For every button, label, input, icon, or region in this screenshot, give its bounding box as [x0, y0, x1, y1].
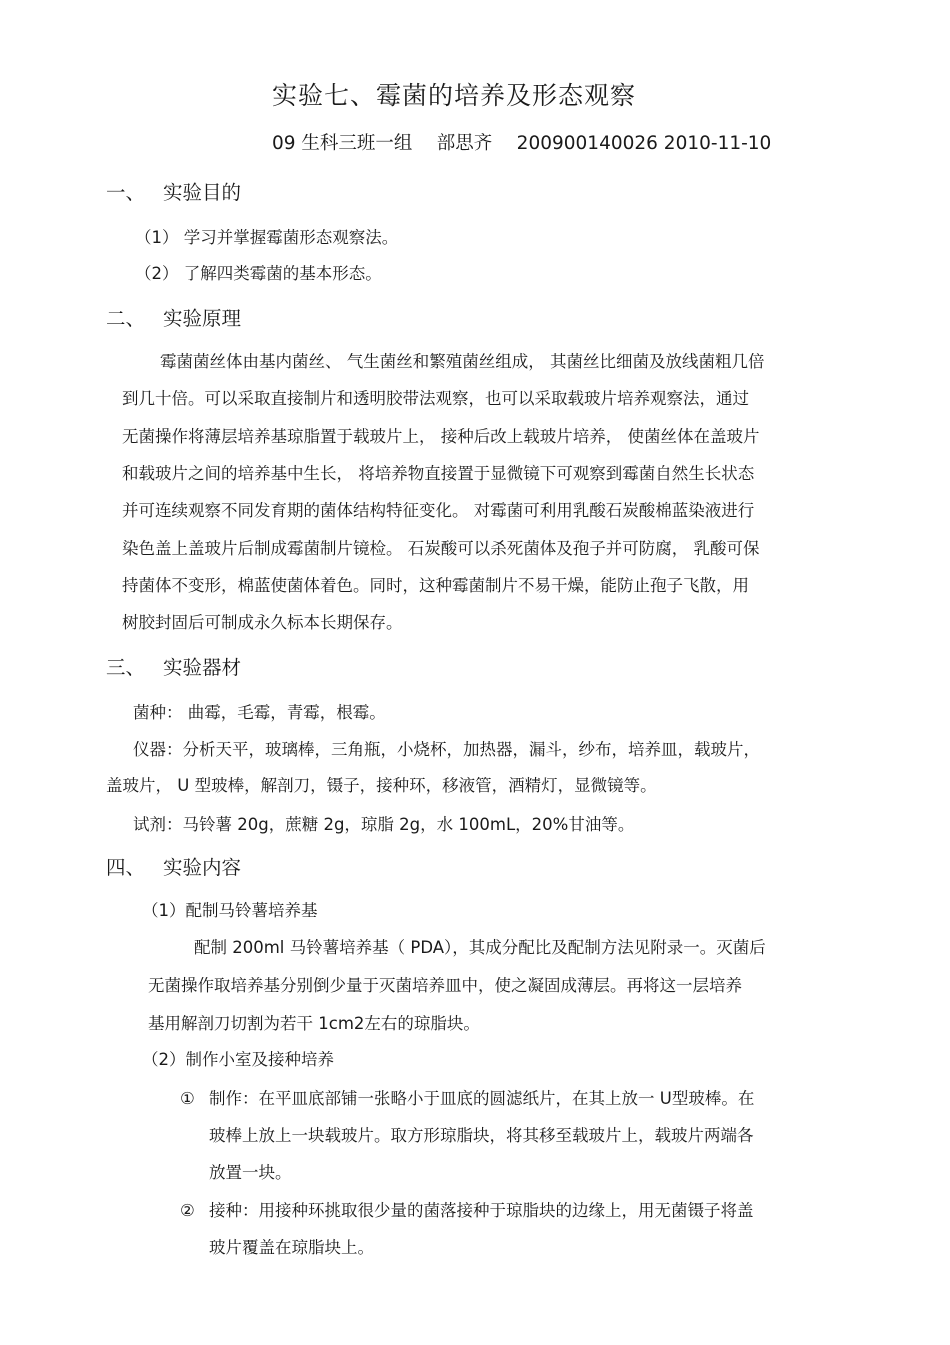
section-heading-purpose [106, 183, 241, 203]
list-item: （1） 学习并掌握霉菌形态观察法。 [135, 228, 399, 247]
step-line: 放置一块。 [209, 1163, 292, 1182]
step-line: 玻片覆盖在琼脂块上。 [209, 1238, 374, 1257]
paragraph-line: 染色盖上盖玻片后制成霉菌制片镜检。 石炭酸可以杀死菌体及孢子并可防腐， 乳酸可保 [122, 539, 760, 558]
section-title: 实验器材 [163, 656, 242, 679]
step-line: 接种：用接种环挑取很少量的菌落接种于琼脂块的边缘上，用无菌镊子将盖 [209, 1201, 754, 1220]
paragraph-line: 配制 200ml 马铃薯培养基（ PDA），其成分配比及配制方法见附录一。灭菌后 [194, 938, 766, 957]
subsection-heading: （1）配制马铃薯培养基 [142, 901, 318, 920]
step-marker: ① [180, 1089, 195, 1108]
subsection-heading: （2）制作小室及接种培养 [142, 1050, 334, 1069]
materials-reagents: 试剂：马铃薯 20g，蔗糖 2g，琼脂 2g，水 100mL，20%甘油等。 [133, 815, 635, 834]
section-heading-content [106, 858, 241, 878]
section-title: 实验内容 [163, 856, 242, 879]
paragraph-line: 基用解剖刀切割为若干 1cm2左右的琼脂块。 [148, 1014, 480, 1033]
paragraph-line: 持菌体不变形，棉蓝使菌体着色。同时，这种霉菌制片不易干燥，能防止孢子飞散，用 [122, 576, 749, 595]
paragraph-line: 无菌操作取培养基分别倒少量于灭菌培养皿中，使之凝固成薄层。再将这一层培养 [148, 976, 742, 995]
section-number: 一、 [106, 181, 146, 204]
paragraph-line: 到几十倍。可以采取直接制片和透明胶带法观察，也可以采取载玻片培养观察法，通过 [122, 389, 749, 408]
section-heading-principle [106, 309, 241, 329]
list-item: （2） 了解四类霉菌的基本形态。 [135, 264, 382, 283]
step-marker: ② [180, 1201, 195, 1220]
page-title: 实验七、霉菌的培养及形态观察 [272, 81, 637, 110]
section-number: 三、 [106, 656, 146, 679]
section-title: 实验目的 [163, 181, 242, 204]
section-number: 四、 [106, 856, 146, 879]
author-line: 09 生科三班一组 部思齐 200900140026 2010-11-10 [272, 133, 772, 154]
section-heading-materials [106, 658, 241, 678]
section-title: 实验原理 [163, 307, 242, 330]
materials-instruments: 仪器：分析天平，玻璃棒，三角瓶，小烧杯，加热器，漏斗，纱布，培养皿，载玻片， [133, 740, 760, 759]
step-line: 制作：在平皿底部铺一张略小于皿底的圆滤纸片，在其上放一 U型玻棒。在 [209, 1089, 755, 1108]
paragraph-line: 无菌操作将薄层培养基琼脂置于载玻片上， 接种后改上载玻片培养， 使菌丝体在盖玻片 [122, 427, 760, 446]
paragraph-line: 和载玻片之间的培养基中生长， 将培养物直接置于显微镜下可观察到霉菌自然生长状态 [122, 464, 755, 483]
paragraph-line: 霉菌菌丝体由基内菌丝、 气生菌丝和繁殖菌丝组成， 其菌丝比细菌及放线菌粗几倍 [160, 352, 765, 371]
materials-strains: 菌种： 曲霉，毛霉，青霉，根霉。 [133, 703, 386, 722]
materials-instruments-cont: 盖玻片， U 型玻棒，解剖刀，镊子，接种环，移液管，酒精灯，显微镜等。 [106, 776, 657, 795]
step-line: 玻棒上放上一块载玻片。取方形琼脂块，将其移至载玻片上，载玻片两端各 [209, 1126, 754, 1145]
section-number: 二、 [106, 307, 146, 330]
paragraph-line: 并可连续观察不同发育期的菌体结构特征变化。 对霉菌可利用乳酸石炭酸棉蓝染液进行 [122, 501, 755, 520]
paragraph-line: 树胶封固后可制成永久标本长期保存。 [122, 613, 403, 632]
